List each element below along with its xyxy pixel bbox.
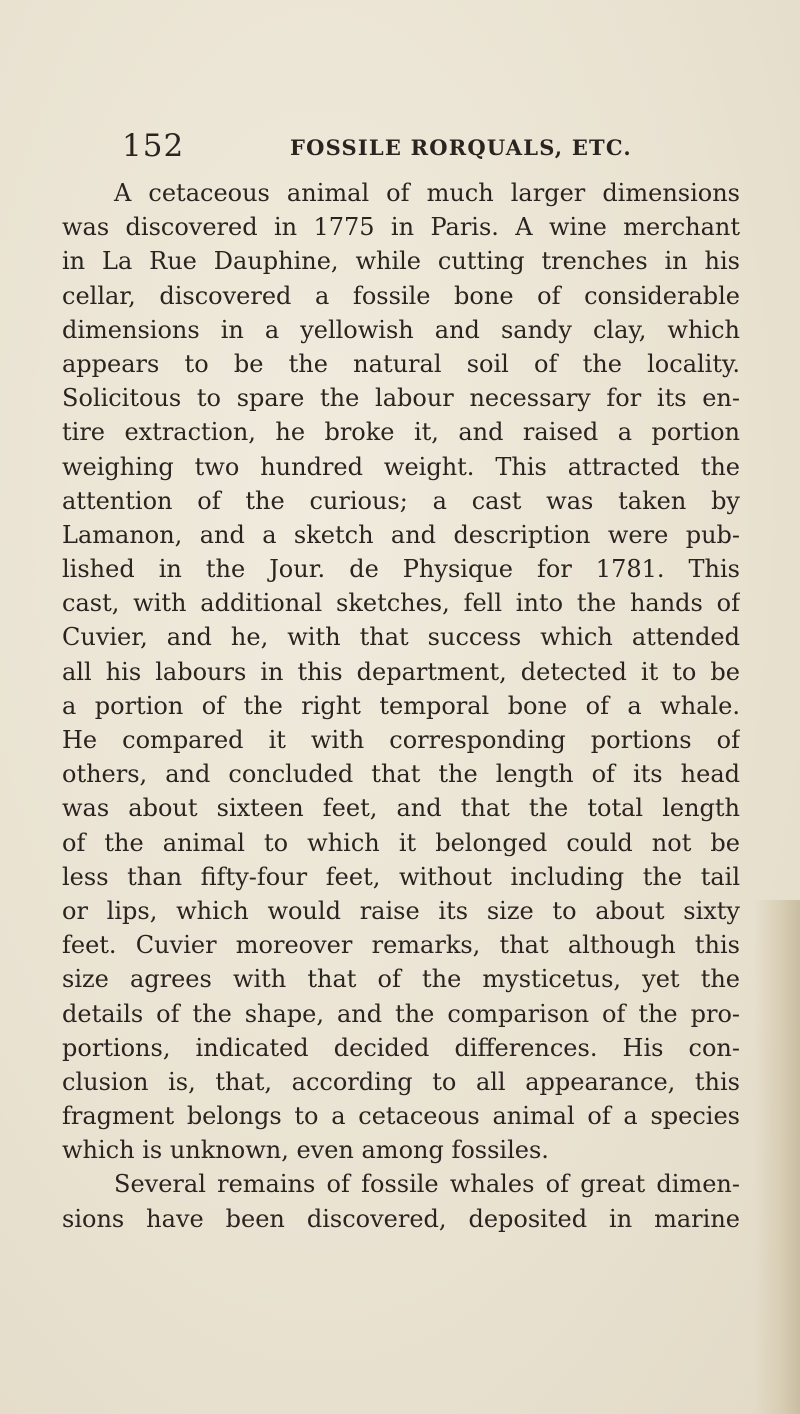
text-line: Lamanon, and a sketch and description were pub- [62,520,740,549]
text-line: appears to be the natural soil of the locality. [62,349,740,378]
text-line: of the animal to which it belonged could not be [62,828,740,857]
text-line: details of the shape, and the comparison of the pro- [62,999,740,1028]
text-line: cast, with additional sketches, fell into the hands of [62,589,740,618]
page-header [122,128,742,172]
page-edge-shadow [754,900,800,1414]
text-line: which is unknown, even among fossiles. [62,1136,549,1165]
text-line: attention of the curious; a cast was taken by [62,486,740,515]
text-line: others, and concluded that the length of its head [62,760,740,789]
body-text [62,176,740,1236]
text-line: He compared it with corresponding portions of [62,726,740,754]
text-line: in La Rue Dauphine, while cutting trenches in his [62,247,740,276]
text-line: weighing two hundred weight. This attracted the [62,452,740,481]
text-line: Cuvier, and he, with that success which attended [62,623,740,652]
text-line: A cetaceous animal of much larger dimensions [114,179,740,207]
text-line: cellar, discovered a fossile bone of considerable [62,281,740,310]
text-line: portions, indicated decided differences. His con- [62,1033,740,1062]
text-line: fragment belongs to a cetaceous animal of a species [62,1102,740,1131]
text-line: clusion is, that, according to all appearance, this [62,1067,740,1096]
text-line: Solicitous to spare the labour necessary for its en- [62,384,740,413]
text-line: was about sixteen feet, and that the total length [62,794,740,823]
text-line: lished in the Jour. de Physique for 1781. This [62,555,740,584]
text-line: was discovered in 1775 in Paris. A wine merchant [62,213,740,242]
text-line: or lips, which would raise its size to about sixty [62,896,740,925]
page-number: 152 [122,128,185,164]
running-head: FOSSILE RORQUALS, ETC. [290,135,632,160]
text-line: feet. Cuvier moreover remarks, that although this [62,931,740,960]
text-line: less than fifty-four feet, without including the tail [62,862,740,891]
text-line: all his labours in this department, detected it to be [62,657,740,686]
text-line: Several remains of fossile whales of great dimen- [114,1170,740,1199]
text-line: a portion of the right temporal bone of a whale. [62,691,740,720]
text-line: tire extraction, he broke it, and raised a portion [62,418,740,447]
text-line: size agrees with that of the mysticetus, yet the [62,965,740,994]
text-line: sions have been discovered, deposited in marine [62,1204,740,1233]
text-line: dimensions in a yellowish and sandy clay, which [62,315,740,344]
